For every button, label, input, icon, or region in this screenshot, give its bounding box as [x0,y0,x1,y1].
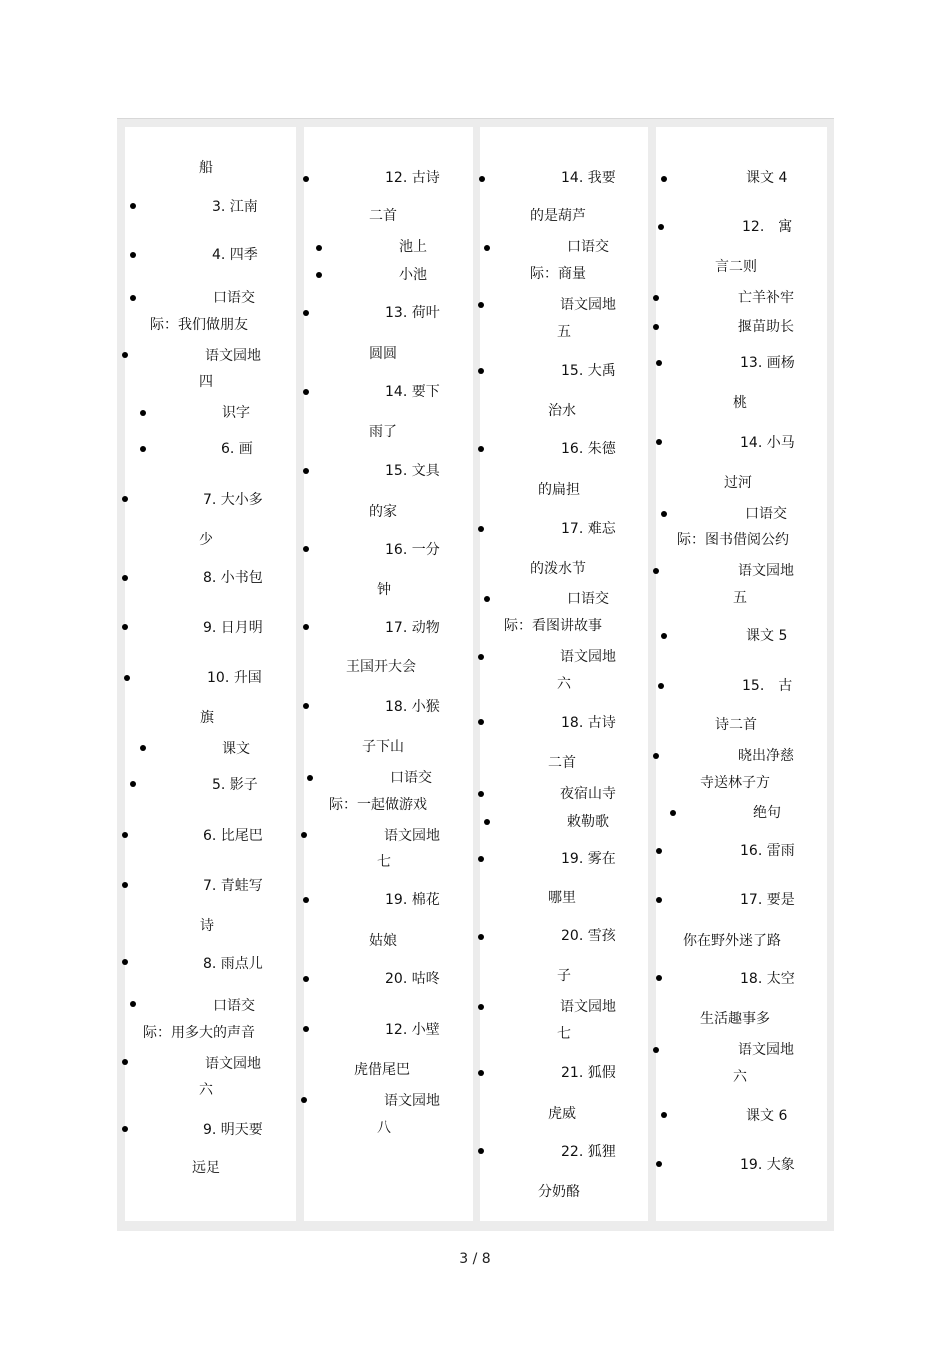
list-item-continuation: 寺送林子方 [700,775,770,791]
table-column [125,127,296,1221]
list-item-continuation: 四 [199,374,213,390]
bullet-dot [661,633,667,639]
bullet-dot [316,245,322,251]
list-item: 课文 6 [746,1108,788,1124]
list-item: 口语交 [213,290,255,306]
bullet-dot [661,1112,667,1118]
bullet-dot [653,324,659,330]
bullet-dot [484,596,490,602]
list-item: 语文园地 [560,999,616,1015]
list-item-continuation: 二首 [548,755,576,771]
list-item: 口语交 [567,591,609,607]
bullet-dot [122,832,128,838]
page-number: 3 / 8 [459,1251,491,1267]
list-item: 16. 雷雨 [740,843,795,859]
list-item: 口语交 [390,770,432,786]
list-item-continuation: 际：用多大的声音 [143,1025,255,1041]
list-item: 语文园地 [384,828,440,844]
list-item-continuation: 际：一起做游戏 [329,797,427,813]
bullet-dot [478,302,484,308]
bullet-dot [653,568,659,574]
list-item: 18. 古诗 [561,715,616,731]
list-item: 口语交 [567,239,609,255]
list-item: 语文园地 [738,563,794,579]
list-item-continuation: 言二则 [715,259,757,275]
list-item: 15. 文具 [385,463,440,479]
bullet-dot [656,975,662,981]
bullet-dot [656,848,662,854]
list-item: 12. 古诗 [385,170,440,186]
bullet-dot [478,934,484,940]
bullet-dot [303,468,309,474]
bullet-dot [316,272,322,278]
bullet-dot [478,654,484,660]
list-item-continuation: 二首 [369,208,397,224]
bullet-dot [658,683,664,689]
bullet-dot [653,295,659,301]
bullet-dot [303,897,309,903]
list-item: 6. 画 [221,441,253,457]
table-column [304,127,473,1221]
bullet-dot [301,832,307,838]
list-item-continuation: 旗 [200,710,214,726]
bullet-dot [656,360,662,366]
list-item: 敕勒歌 [567,814,609,830]
list-item: 9. 明天要 [203,1122,263,1138]
bullet-dot [122,496,128,502]
bullet-dot [658,224,664,230]
bullet-dot [670,810,676,816]
list-item: 15. 大禹 [561,363,616,379]
list-item-continuation: 六 [557,676,571,692]
bullet-dot [122,624,128,630]
bullet-dot [478,719,484,725]
list-item: 夜宿山寺 [560,786,616,802]
list-item-continuation: 诗 [200,918,214,934]
list-item: 7. 大小多 [203,492,263,508]
bullet-dot [478,856,484,862]
list-item-continuation: 少 [199,532,213,548]
list-item: 14. 我要 [561,170,616,186]
list-item-continuation: 际：商量 [530,266,586,282]
list-item-continuation: 六 [733,1069,747,1085]
bullet-dot [122,575,128,581]
list-item: 21. 狐假 [561,1065,616,1081]
list-item-continuation: 六 [199,1082,213,1098]
list-item-continuation: 五 [557,324,571,340]
bullet-dot [303,703,309,709]
list-item: 口语交 [213,998,255,1014]
list-item-continuation: 治水 [548,403,576,419]
table-column [656,127,827,1221]
bullet-dot [653,753,659,759]
list-item: 8. 雨点儿 [203,956,263,972]
list-item-continuation: 际：我们做朋友 [150,317,248,333]
list-item: 课文 5 [746,628,788,644]
bullet-dot [478,791,484,797]
bullet-dot [478,368,484,374]
list-item-continuation: 子 [557,968,571,984]
bullet-dot [478,1148,484,1154]
bullet-dot [301,1097,307,1103]
list-item: 课文 4 [746,170,788,186]
list-item-continuation: 诗二首 [715,717,757,733]
list-item: 22. 狐狸 [561,1144,616,1160]
list-item-continuation: 桃 [733,395,747,411]
list-item: 语文园地 [384,1093,440,1109]
list-item-continuation: 圆圆 [369,346,397,362]
bullet-dot [122,352,128,358]
bullet-dot [484,819,490,825]
bullet-dot [303,310,309,316]
list-item-continuation: 虎借尾巴 [354,1062,410,1078]
list-item: 12. 小壁 [385,1022,440,1038]
list-item: 船 [199,160,213,176]
bullet-dot [478,1004,484,1010]
list-item-continuation: 分奶酪 [538,1184,580,1200]
list-item: 18. 小猴 [385,699,440,715]
list-item-continuation: 你在野外迷了路 [683,933,781,949]
bullet-dot [140,446,146,452]
bullet-dot [307,775,313,781]
list-item: 19. 棉花 [385,892,440,908]
bullet-dot [130,295,136,301]
list-item: 20. 咕咚 [385,971,440,987]
bullet-dot [656,1161,662,1167]
list-item: 绝句 [753,805,781,821]
list-item: 6. 比尾巴 [203,828,263,844]
list-item-continuation: 生活趣事多 [700,1011,770,1027]
table-column [480,127,648,1221]
list-item: 语文园地 [560,297,616,313]
bullet-dot [140,745,146,751]
list-item-continuation: 哪里 [548,890,576,906]
list-item-continuation: 远足 [192,1160,220,1176]
bullet-dot [303,176,309,182]
list-item: 16. 朱德 [561,441,616,457]
list-item: 14. 要下 [385,384,440,400]
list-item: 17. 动物 [385,620,440,636]
list-item: 揠苗助长 [738,319,794,335]
list-item-continuation: 的是葫芦 [530,208,586,224]
list-item: 小池 [399,267,427,283]
list-item: 语文园地 [205,348,261,364]
list-item: 19. 雾在 [561,851,616,867]
list-item: 晓出净慈 [738,748,794,764]
list-item-continuation: 的泼水节 [530,561,586,577]
list-item: 口语交 [745,506,787,522]
list-item: 13. 画杨 [740,355,795,371]
list-item: 识字 [222,405,250,421]
bullet-dot [479,176,485,182]
list-item: 14. 小马 [740,435,795,451]
list-item: 12. 寓 [742,219,793,235]
bullet-dot [303,389,309,395]
list-item: 语文园地 [738,1042,794,1058]
lesson-table [117,118,834,1231]
bullet-dot [130,252,136,258]
list-item: 15. 古 [742,678,793,694]
list-item: 7. 青蛙写 [203,878,263,894]
list-item: 13. 荷叶 [385,305,440,321]
list-item: 5. 影子 [212,777,258,793]
bullet-dot [661,511,667,517]
list-item: 18. 太空 [740,971,795,987]
bullet-dot [661,176,667,182]
list-item: 课文 [222,741,250,757]
list-item-continuation: 七 [557,1026,571,1042]
bullet-dot [140,410,146,416]
list-item-continuation: 钟 [377,582,391,598]
bullet-dot [656,439,662,445]
bullet-dot [303,546,309,552]
list-item-continuation: 的家 [369,504,397,520]
list-item-continuation: 七 [377,854,391,870]
bullet-dot [130,781,136,787]
bullet-dot [478,1070,484,1076]
bullet-dot [303,624,309,630]
list-item: 19. 大象 [740,1157,795,1173]
list-item: 亡羊补牢 [738,290,794,306]
list-item-continuation: 过河 [724,475,752,491]
list-item: 4. 四季 [212,247,258,263]
list-item: 17. 难忘 [561,521,616,537]
bullet-dot [303,976,309,982]
list-item: 3. 江南 [212,199,258,215]
bullet-dot [122,1059,128,1065]
list-item-continuation: 八 [377,1120,391,1136]
bullet-dot [478,446,484,452]
bullet-dot [122,959,128,965]
list-item-continuation: 姑娘 [369,933,397,949]
list-item-continuation: 的扁担 [538,482,580,498]
bullet-dot [122,1126,128,1132]
list-item: 9. 日月明 [203,620,263,636]
list-item-continuation: 际：看图讲故事 [504,618,602,634]
bullet-dot [303,1026,309,1032]
list-item: 8. 小书包 [203,570,263,586]
list-item: 16. 一分 [385,542,440,558]
bullet-dot [656,897,662,903]
bullet-dot [124,675,130,681]
list-item: 语文园地 [560,649,616,665]
bullet-dot [484,245,490,251]
list-item-continuation: 虎威 [548,1106,576,1122]
bullet-dot [478,526,484,532]
list-item-continuation: 王国开大会 [346,659,416,675]
list-item-continuation: 雨了 [369,424,397,440]
bullet-dot [653,1047,659,1053]
list-item: 池上 [399,239,427,255]
list-item-continuation: 际：图书借阅公约 [677,532,789,548]
list-item-continuation: 子下山 [362,739,404,755]
list-item-continuation: 五 [733,590,747,606]
list-item: 10. 升国 [207,670,262,686]
bullet-dot [130,203,136,209]
bullet-dot [122,882,128,888]
list-item: 17. 要是 [740,892,795,908]
list-item: 20. 雪孩 [561,928,616,944]
bullet-dot [130,1001,136,1007]
list-item: 语文园地 [205,1056,261,1072]
